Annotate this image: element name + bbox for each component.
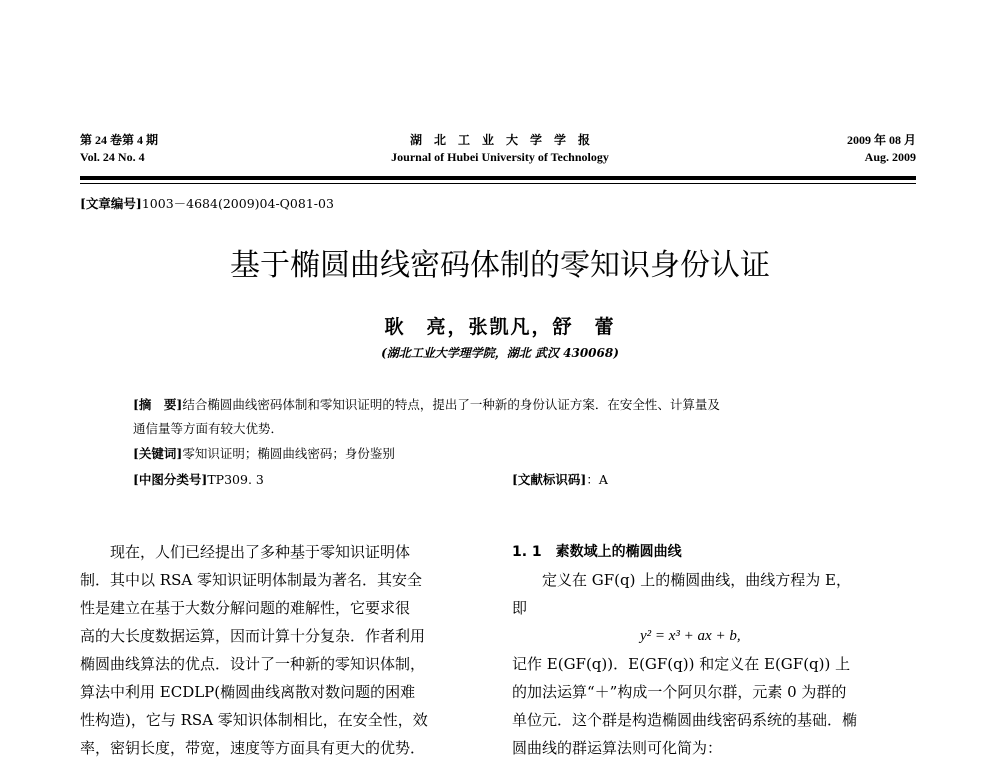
paper-authors: 耿 亮，张凯凡，舒 蕾 [384, 316, 616, 338]
article-number-value: 1003－4684(2009)04-Q081-03 [141, 196, 334, 211]
header-rule-thin [80, 183, 916, 184]
header-volume-cn: 第 24 卷第 4 期 [80, 133, 159, 147]
body-left-line: 高的大长度数据运算，因而计算十分复杂．作者利用 [80, 627, 426, 645]
document-code-label: [文献标识码] [512, 472, 587, 487]
body-left-line: 率，密钥长度，带宽，速度等方面具有更大的优势． [80, 739, 426, 757]
keywords-value: 零知识证明；椭圆曲线密码；身份鉴别 [182, 446, 395, 461]
clc-number [133, 470, 264, 488]
header-journal-en: Journal of Hubei University of Technology [391, 150, 609, 164]
body-left-line: 现在，人们已经提出了多种基于零知识证明体 [80, 543, 411, 561]
clc-label: [中图分类号] [133, 472, 208, 487]
body-right-column [512, 538, 922, 762]
article-number [80, 194, 334, 212]
keywords [133, 444, 395, 462]
body-right-line: 记作 E(GF(q))．E(GF(q)) 和定义在 E(GF(q)) 上 [512, 655, 851, 673]
abstract-text-2: 通信量等方面有较大优势． [133, 421, 284, 436]
paper-title: 基于椭圆曲线密码体制的零知识身份认证 [230, 248, 770, 283]
paper-affiliation: (湖北工业大学理学院，湖北 武汉 430068) [381, 346, 619, 360]
body-left-line: 制．其中以 RSA 零知识证明体制最为著名．其安全 [80, 571, 422, 589]
document-code [512, 470, 608, 488]
header-journal-cn: 湖 北 工 业 大 学 学 报 [409, 133, 590, 147]
body-right-line: 圆曲线的群运算法则可化简为： [512, 739, 723, 757]
body-left-line: 性是建立在基于大数分解问题的难解性，它要求很 [80, 599, 411, 617]
section-heading: 1. 1 素数域上的椭圆曲线 [512, 544, 682, 560]
body-right-line: 定义在 GF(q) 上的椭圆曲线，曲线方程为 E， [512, 571, 851, 589]
abstract-text-1: 结合椭圆曲线密码体制和零知识证明的特点，提出了一种新的身份认证方案．在安全性、计算量及 [182, 397, 720, 412]
article-number-label: [文章编号] [80, 196, 142, 211]
curve-equation: y² = x³ + ax + b, [640, 628, 741, 644]
header-volume-en: Vol. 24 No. 4 [80, 150, 145, 164]
body-left-column [80, 538, 490, 762]
body-left-line: 椭圆曲线算法的优点．设计了一种新的零知识体制， [80, 655, 426, 673]
body-right-line: 即 [512, 599, 528, 617]
header-date-en: Aug. 2009 [864, 150, 916, 164]
header-rule-thick [80, 176, 916, 180]
header-date-cn: 2009 年 08 月 [846, 133, 916, 147]
abstract-label: [摘 要] [133, 397, 183, 412]
body-right-line: 单位元．这个群是构造椭圆曲线密码系统的基础．椭 [512, 711, 858, 729]
body-right-line: 的加法运算“＋”构成一个阿贝尔群，元素 0 为群的 [512, 683, 847, 701]
abstract-line-1 [133, 395, 720, 413]
body-left-line: 算法中利用 ECDLP(椭圆曲线离散对数问题的困难 [80, 683, 416, 701]
document-code-value: ：A [586, 472, 608, 487]
keywords-label: [关键词] [133, 446, 183, 461]
clc-value: TP309. 3 [207, 472, 264, 487]
body-left-line: 性构造)，它与 RSA 零知识体制相比，在安全性，效 [80, 711, 428, 729]
